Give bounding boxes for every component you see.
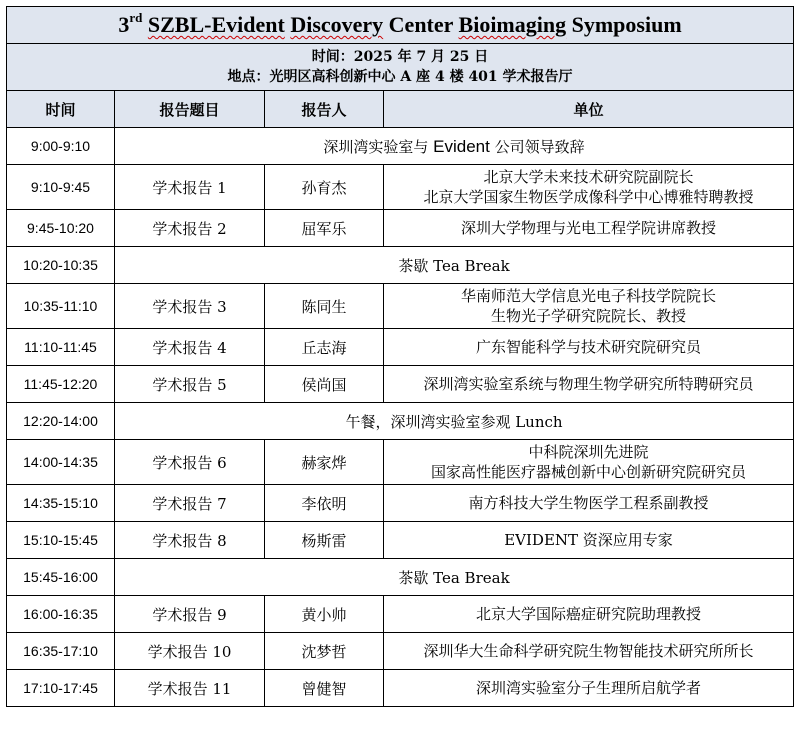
- speaker-cell: 杨斯雷: [265, 522, 384, 559]
- topic-cell: 学术报告 6: [115, 440, 265, 485]
- time-cell: 16:00-16:35: [7, 596, 115, 633]
- table-header-row: [7, 91, 794, 128]
- schedule-table: [6, 6, 794, 707]
- institution-cell: 深圳湾实验室分子生理所启航学者: [384, 670, 794, 707]
- topic-cell: 学术报告 5: [115, 366, 265, 403]
- topic-cell: 学术报告 4: [115, 329, 265, 366]
- time-cell: 16:35-17:10: [7, 633, 115, 670]
- speaker-cell: 陈同生: [265, 284, 384, 329]
- topic-cell: 学术报告 7: [115, 485, 265, 522]
- tea-break-cell: 茶歇 Tea Break: [115, 559, 794, 596]
- topic-cell: 学术报告 2: [115, 210, 265, 247]
- table-row: [7, 596, 794, 633]
- time-cell: 14:00-14:35: [7, 440, 115, 485]
- time-cell: 11:45-12:20: [7, 366, 115, 403]
- table-row: [7, 284, 794, 329]
- speaker-cell: 孙育杰: [265, 165, 384, 210]
- institution-cell: 深圳大学物理与光电工程学院讲席教授: [384, 210, 794, 247]
- table-row: [7, 366, 794, 403]
- lunch-cell: 午餐，深圳湾实验室参观 Lunch: [115, 403, 794, 440]
- topic-cell: 学术报告 10: [115, 633, 265, 670]
- symposium-title: 3rd SZBL-Evident Discovery Center Bioimaging Symposium: [7, 7, 794, 44]
- institution-cell: 华南师范大学信息光电子科技学院院长 生物光子学研究院院长、教授: [384, 284, 794, 329]
- time-cell: 15:10-15:45: [7, 522, 115, 559]
- speaker-cell: 赫家烨: [265, 440, 384, 485]
- speaker-cell: 屈军乐: [265, 210, 384, 247]
- topic-cell: 学术报告 1: [115, 165, 265, 210]
- time-cell: 15:45-16:00: [7, 559, 115, 596]
- table-row: [7, 522, 794, 559]
- time-cell: 10:35-11:10: [7, 284, 115, 329]
- event-info: [7, 44, 794, 91]
- table-row: [7, 670, 794, 707]
- table-row: [7, 128, 794, 165]
- institution-cell: 中科院深圳先进院 国家高性能医疗器械创新中心创新研究院研究员: [384, 440, 794, 485]
- table-row: [7, 165, 794, 210]
- speaker-cell: 侯尚国: [265, 366, 384, 403]
- institution-cell: 深圳华大生命科学研究院生物智能技术研究所所长: [384, 633, 794, 670]
- topic-cell: 学术报告 11: [115, 670, 265, 707]
- institution-cell: 北京大学国际癌症研究院助理教授: [384, 596, 794, 633]
- time-cell: 9:45-10:20: [7, 210, 115, 247]
- speaker-cell: 曾健智: [265, 670, 384, 707]
- time-cell: 11:10-11:45: [7, 329, 115, 366]
- table-row: [7, 440, 794, 485]
- speaker-cell: 丘志海: [265, 329, 384, 366]
- table-row: [7, 403, 794, 440]
- topic-cell: 学术报告 8: [115, 522, 265, 559]
- time-cell: 12:20-14:00: [7, 403, 115, 440]
- event-location: 地点：光明区高科创新中心 A 座 4 楼 401 学术报告厅: [227, 69, 573, 85]
- speaker-cell: 黄小帅: [265, 596, 384, 633]
- table-row: [7, 485, 794, 522]
- column-header-time: 时间: [7, 91, 115, 128]
- institution-cell: 北京大学未来技术研究院副院长 北京大学国家生物医学成像科学中心博雅特聘教授: [384, 165, 794, 210]
- topic-cell: 学术报告 9: [115, 596, 265, 633]
- column-header-institution: 单位: [384, 91, 794, 128]
- time-cell: 17:10-17:45: [7, 670, 115, 707]
- time-cell: 10:20-10:35: [7, 247, 115, 284]
- institution-cell: 深圳湾实验室系统与物理生物学研究所特聘研究员: [384, 366, 794, 403]
- table-row: [7, 633, 794, 670]
- table-row: [7, 329, 794, 366]
- institution-cell: 广东智能科学与技术研究院研究员: [384, 329, 794, 366]
- time-cell: 14:35-15:10: [7, 485, 115, 522]
- table-row: [7, 247, 794, 284]
- time-cell: 9:10-9:45: [7, 165, 115, 210]
- speaker-cell: 李依明: [265, 485, 384, 522]
- institution-cell: 南方科技大学生物医学工程系副教授: [384, 485, 794, 522]
- column-header-topic: 报告题目: [115, 91, 265, 128]
- table-row: [7, 559, 794, 596]
- column-header-speaker: 报告人: [265, 91, 384, 128]
- opening-remarks-cell: 深圳湾实验室与 Evident 公司领导致辞: [115, 128, 794, 165]
- speaker-cell: 沈梦哲: [265, 633, 384, 670]
- topic-cell: 学术报告 3: [115, 284, 265, 329]
- institution-cell: EVIDENT 资深应用专家: [384, 522, 794, 559]
- event-time: 时间：2025 年 7 月 25 日: [311, 49, 489, 65]
- time-cell: 9:00-9:10: [7, 128, 115, 165]
- tea-break-cell: 茶歇 Tea Break: [115, 247, 794, 284]
- table-row: [7, 210, 794, 247]
